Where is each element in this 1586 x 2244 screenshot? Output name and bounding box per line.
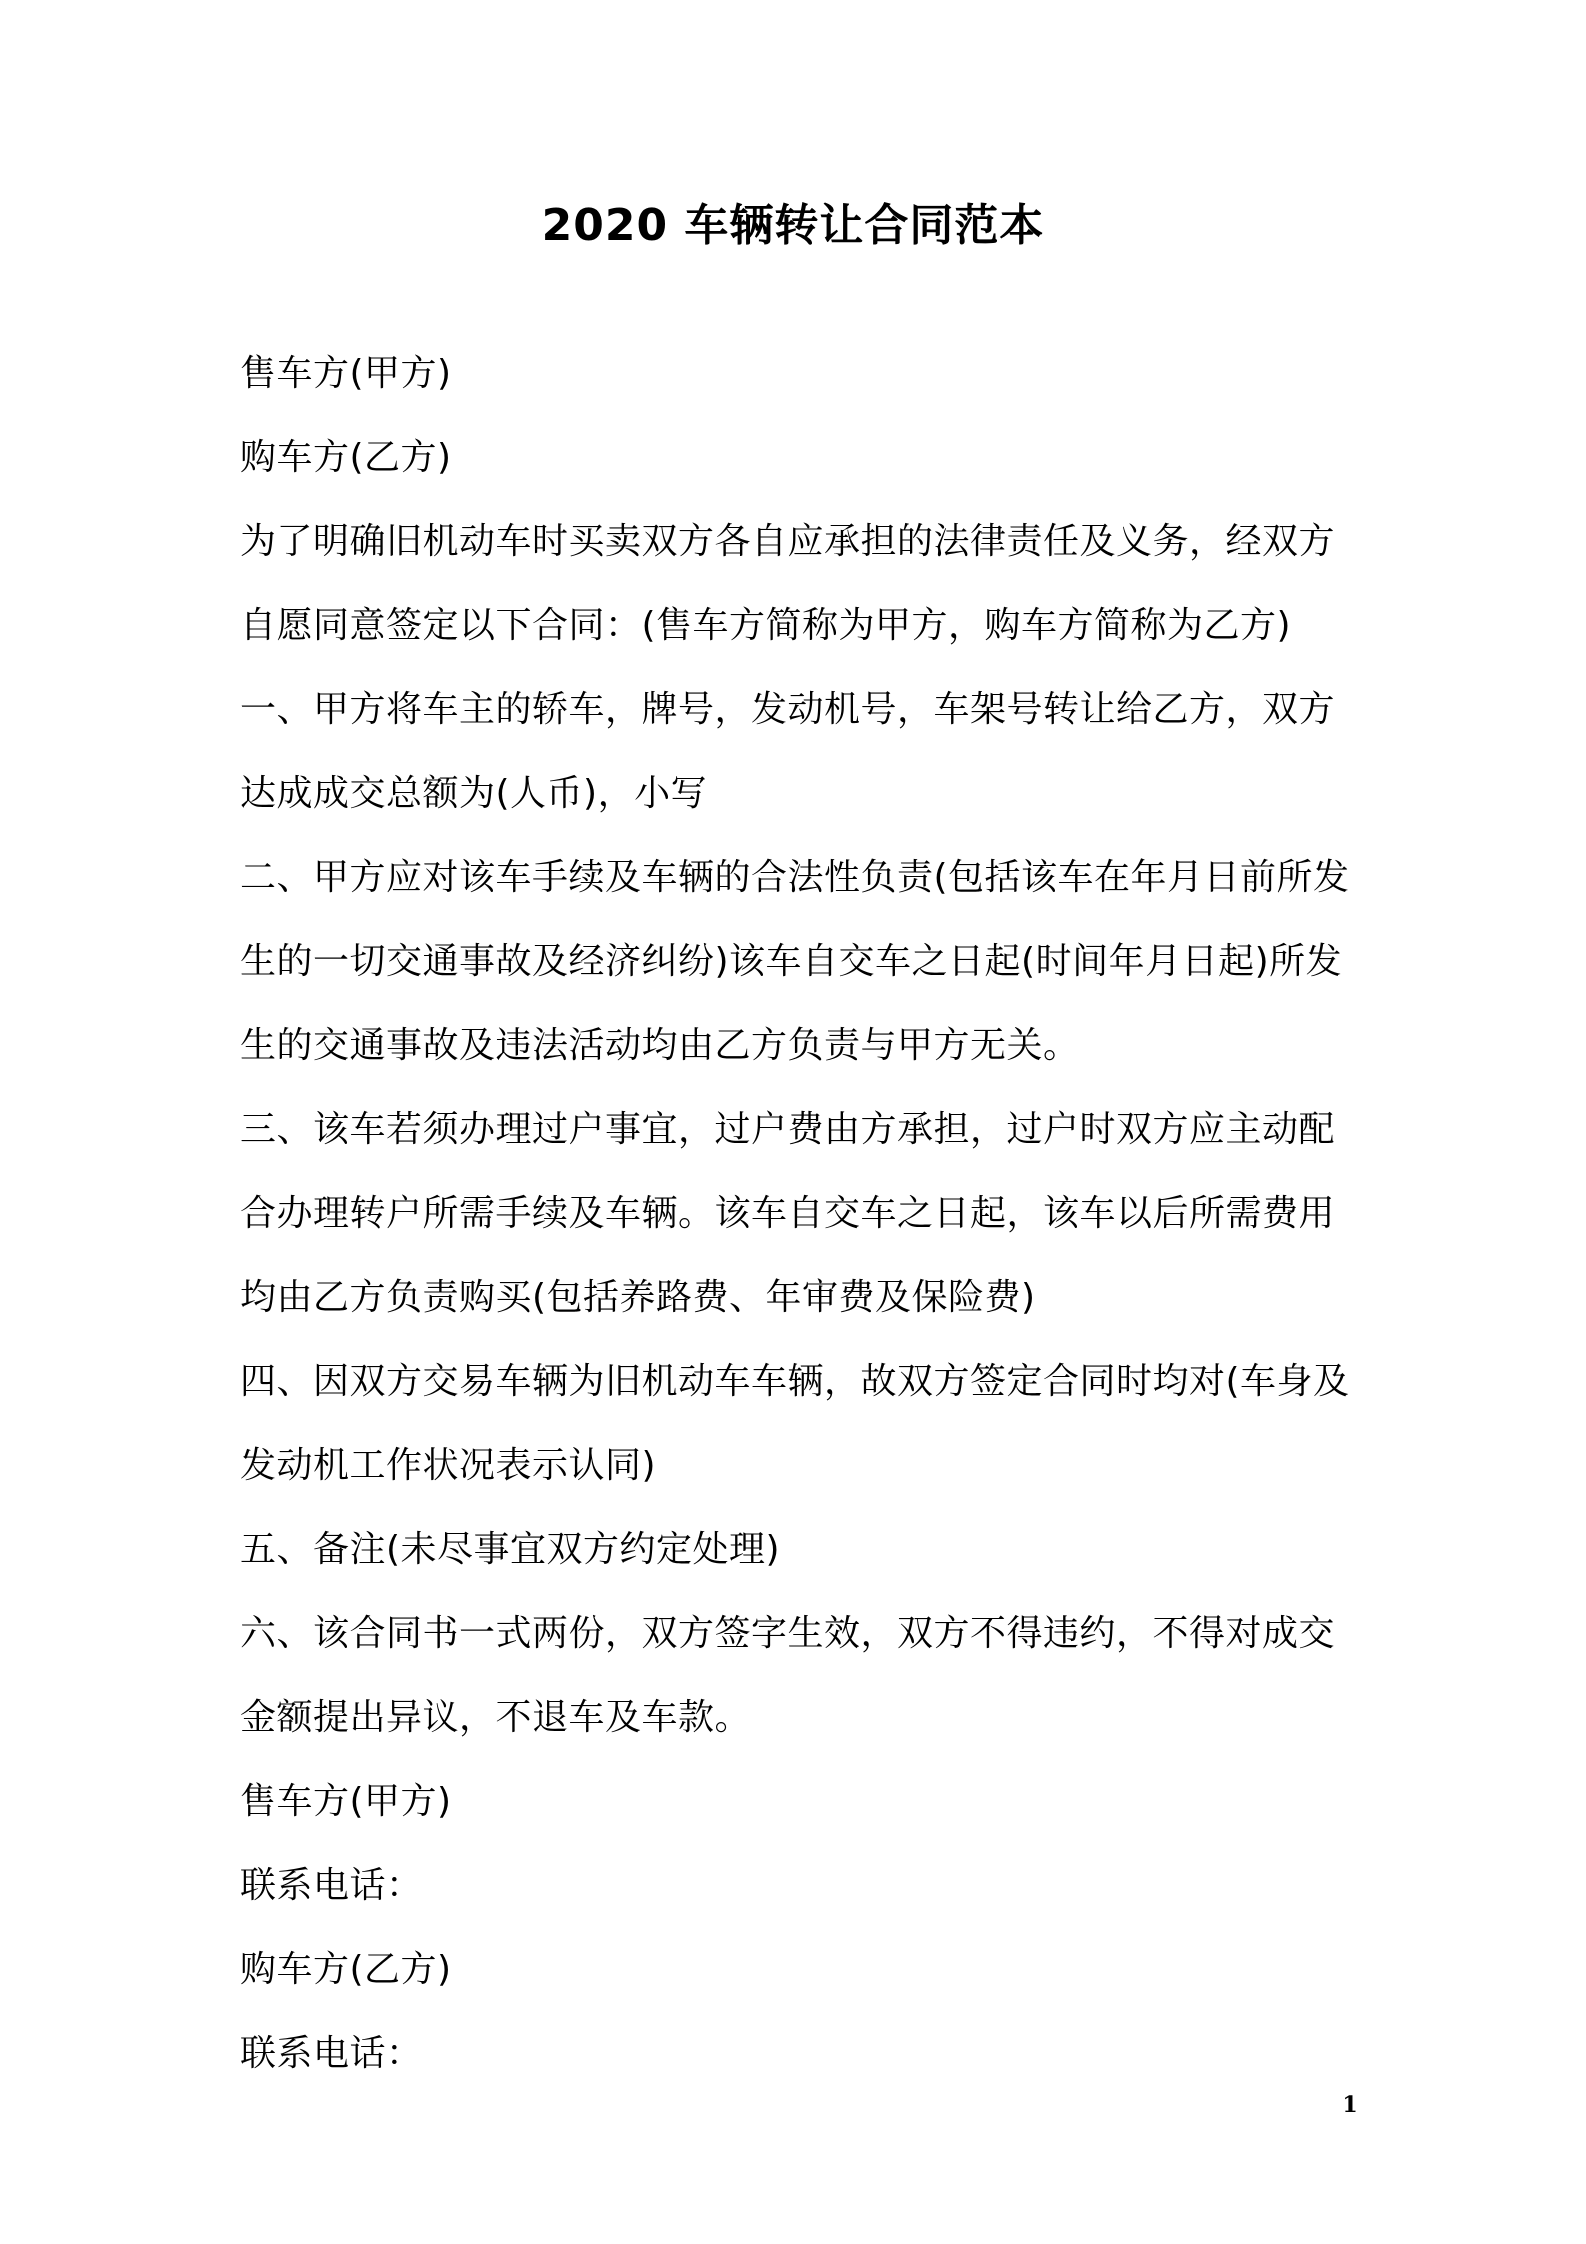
seller-signature-label: 售车方(甲方) xyxy=(240,1781,452,1822)
contract-body xyxy=(240,332,1360,2096)
page-number: 1 xyxy=(1342,2092,1358,2118)
seller-party-label: 售车方(甲方) xyxy=(240,353,452,394)
clause-2: 二、甲方应对该车手续及车辆的合法性负责(包括该车在年月日前所发生的一切交通事故及经济纠纷)该车自交车之日起(时间年月日起)所发生的交通事故及违法活动均由乙方负责与甲方无关。 xyxy=(240,857,1350,1066)
clause-5: 五、备注(未尽事宜双方约定处理) xyxy=(240,1529,781,1570)
seller-phone-label: 联系电话： xyxy=(240,1865,423,1906)
buyer-phone-label: 联系电话： xyxy=(240,2033,423,2074)
clause-6: 六、该合同书一式两份，双方签字生效，双方不得违约，不得对成交金额提出异议，不退车及车款。 xyxy=(240,1613,1336,1738)
buyer-signature-label: 购车方(乙方) xyxy=(240,1949,452,1990)
clause-3: 三、该车若须办理过户事宜，过户费由方承担，过户时双方应主动配合办理转户所需手续及车辆。该车自交车之日起，该车以后所需费用均由乙方负责购买(包括养路费、年审费及保险费) xyxy=(240,1109,1336,1318)
document-title: 2020 车辆转让合同范本 xyxy=(541,200,1045,251)
buyer-party-label: 购车方(乙方) xyxy=(240,437,452,478)
clause-1: 一、甲方将车主的轿车，牌号，发动机号，车架号转让给乙方，双方达成成交总额为(人币)，小写 xyxy=(240,689,1336,814)
clause-4: 四、因双方交易车辆为旧机动车车辆，故双方签定合同时均对(车身及发动机工作状况表示认同) xyxy=(240,1361,1350,1486)
preamble-paragraph: 为了明确旧机动车时买卖双方各自应承担的法律责任及义务，经双方自愿同意签定以下合同：(售车方简称为甲方，购车方简称为乙方) xyxy=(240,521,1336,646)
